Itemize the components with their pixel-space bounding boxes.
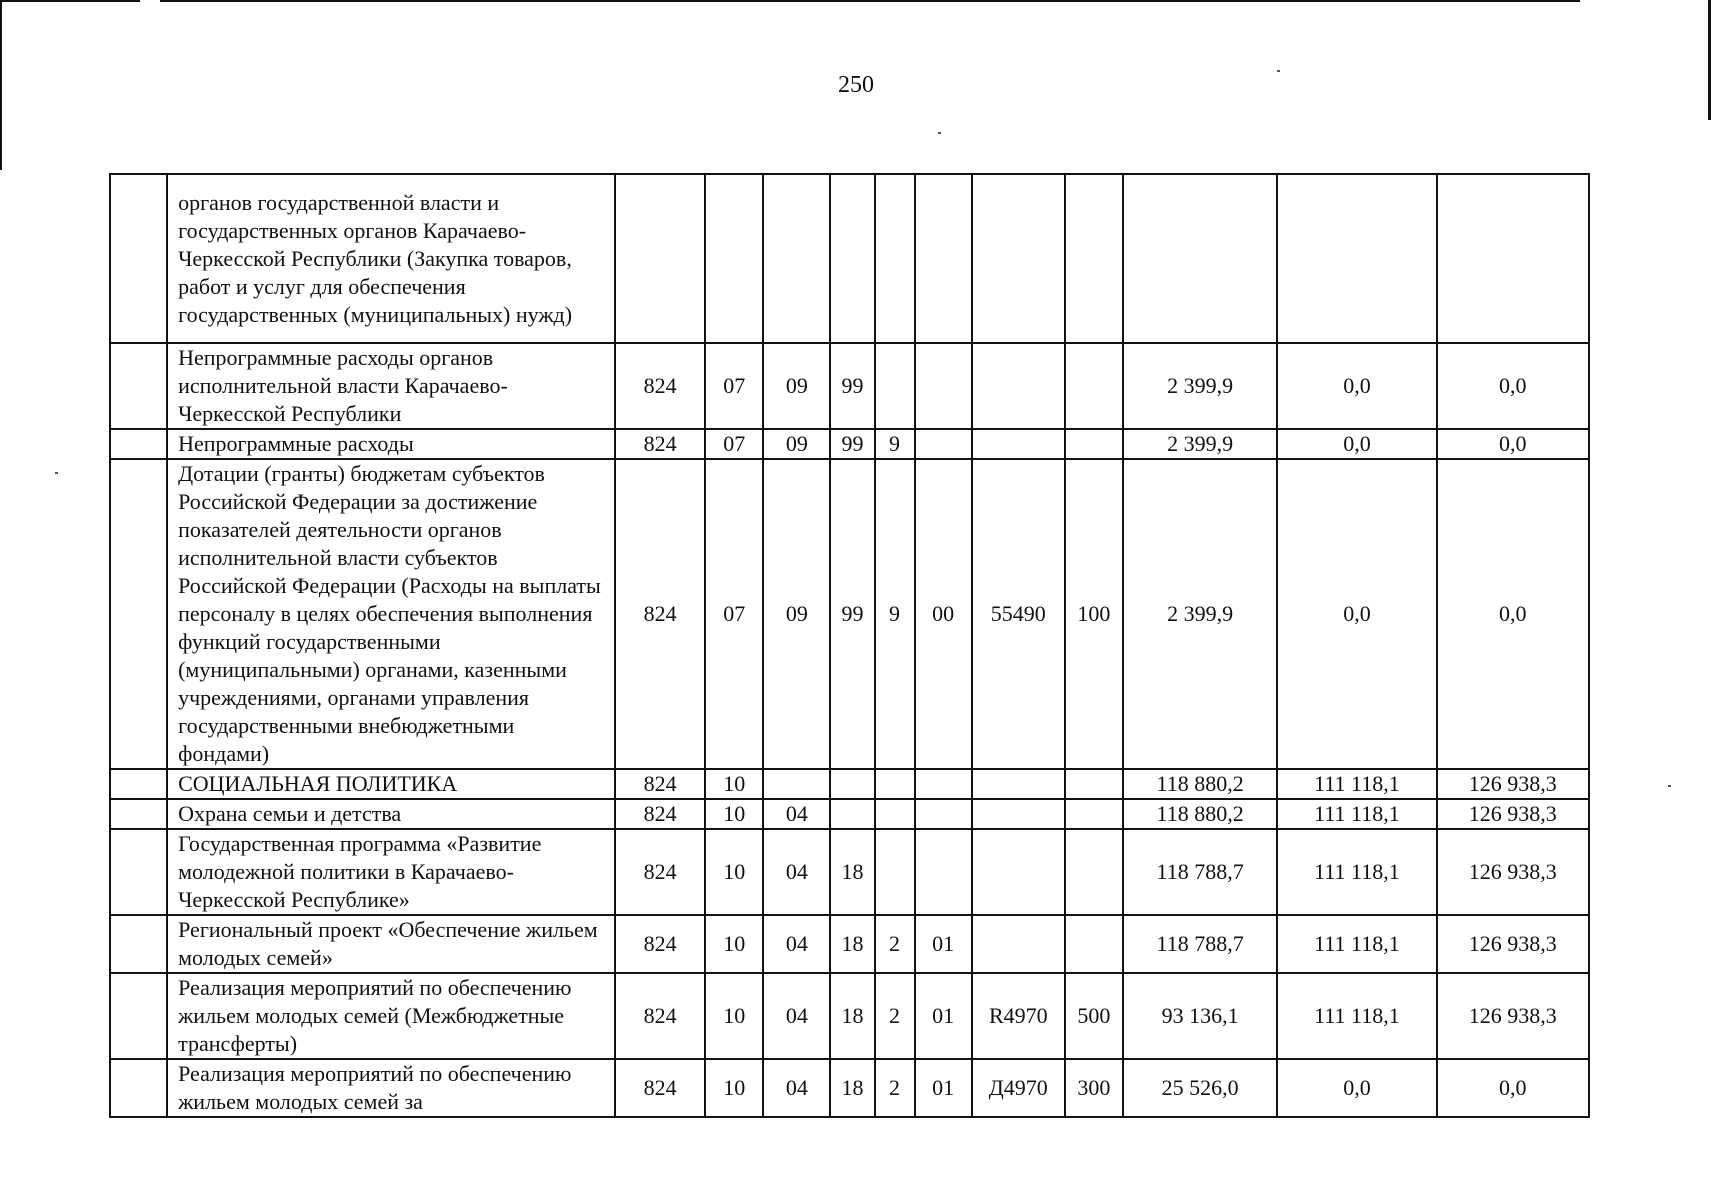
- row-index-cell: [110, 459, 167, 769]
- row-index-cell: [110, 343, 167, 429]
- subprogram-code: [875, 829, 915, 915]
- subsection-code: 04: [763, 1059, 830, 1117]
- subsection-code: 09: [763, 429, 830, 459]
- row-index-cell: [110, 829, 167, 915]
- direction-code: Д4970: [972, 1059, 1065, 1117]
- amount-year-1: 25 526,0: [1123, 1059, 1277, 1117]
- ministry-code: 824: [615, 769, 705, 799]
- table-row: [110, 769, 1589, 799]
- event-code: [915, 769, 972, 799]
- section-code: 10: [705, 973, 763, 1059]
- program-code: [830, 174, 874, 343]
- ministry-code: 824: [615, 915, 705, 973]
- expense-name: Непрограммные расходы: [167, 429, 615, 459]
- amount-year-2: 111 118,1: [1277, 799, 1436, 829]
- subprogram-code: 2: [875, 973, 915, 1059]
- amount-year-2: 0,0: [1277, 429, 1436, 459]
- row-index-cell: [110, 174, 167, 343]
- ministry-code: 824: [615, 1059, 705, 1117]
- section-code: 07: [705, 343, 763, 429]
- expense-name: Дотации (гранты) бюджетам субъектов Российской Федерации за достижение показателей деятельности органов исполнительной власти субъектов Российской Федерации (Расходы на выплаты персоналу в целях обеспечения выполнения функций государственными (муниципальными) органами, казенными учреждениями, органами управления государственными внебюджетными фондами): [167, 459, 615, 769]
- event-code: [915, 799, 972, 829]
- subsection-code: 09: [763, 343, 830, 429]
- program-code: 18: [830, 973, 874, 1059]
- row-index-cell: [110, 429, 167, 459]
- expense-name: Реализация мероприятий по обеспечению жильем молодых семей за: [167, 1059, 615, 1117]
- ministry-code: 824: [615, 429, 705, 459]
- section-code: 10: [705, 1059, 763, 1117]
- amount-year-2: [1277, 174, 1436, 343]
- direction-code: R4970: [972, 973, 1065, 1059]
- ministry-code: 824: [615, 799, 705, 829]
- amount-year-3: [1437, 174, 1589, 343]
- event-code: [915, 343, 972, 429]
- table-row: [110, 174, 1589, 343]
- amount-year-3: 126 938,3: [1437, 915, 1589, 973]
- event-code: 01: [915, 915, 972, 973]
- amount-year-2: 111 118,1: [1277, 829, 1436, 915]
- page-number: 250: [838, 72, 874, 98]
- direction-code: [972, 915, 1065, 973]
- subprogram-code: 9: [875, 459, 915, 769]
- amount-year-2: 0,0: [1277, 1059, 1436, 1117]
- direction-code: [972, 343, 1065, 429]
- amount-year-2: 111 118,1: [1277, 915, 1436, 973]
- program-code: 99: [830, 459, 874, 769]
- subsection-code: 04: [763, 829, 830, 915]
- ministry-code: 824: [615, 829, 705, 915]
- expense-name: Региональный проект «Обеспечение жильем молодых семей»: [167, 915, 615, 973]
- amount-year-2: 0,0: [1277, 343, 1436, 429]
- direction-code: [972, 769, 1065, 799]
- subsection-code: [763, 769, 830, 799]
- section-code: 07: [705, 429, 763, 459]
- table-row: [110, 915, 1589, 973]
- amount-year-1: 2 399,9: [1123, 459, 1277, 769]
- expense-type-code: 300: [1065, 1059, 1123, 1117]
- row-index-cell: [110, 973, 167, 1059]
- amount-year-3: 0,0: [1437, 343, 1589, 429]
- expense-name: Охрана семьи и детства: [167, 799, 615, 829]
- subprogram-code: [875, 174, 915, 343]
- section-code: 07: [705, 459, 763, 769]
- expense-type-code: [1065, 343, 1123, 429]
- amount-year-3: 126 938,3: [1437, 973, 1589, 1059]
- ministry-code: 824: [615, 973, 705, 1059]
- row-index-cell: [110, 769, 167, 799]
- event-code: [915, 174, 972, 343]
- direction-code: [972, 799, 1065, 829]
- scan-speck: [55, 472, 58, 474]
- scan-top-edge-left: [0, 0, 140, 2]
- subprogram-code: 2: [875, 1059, 915, 1117]
- ministry-code: 824: [615, 459, 705, 769]
- subprogram-code: 2: [875, 915, 915, 973]
- direction-code: [972, 174, 1065, 343]
- event-code: 00: [915, 459, 972, 769]
- amount-year-2: 0,0: [1277, 459, 1436, 769]
- row-index-cell: [110, 799, 167, 829]
- expense-type-code: [1065, 769, 1123, 799]
- ministry-code: [615, 174, 705, 343]
- amount-year-1: [1123, 174, 1277, 343]
- expense-type-code: [1065, 915, 1123, 973]
- direction-code: [972, 829, 1065, 915]
- expense-name: органов государственной власти и государственных органов Карачаево-Черкесской Республики (Закупка товаров, работ и услуг для обеспечения государственных (муниципальных) нужд): [167, 174, 615, 343]
- ministry-code: 824: [615, 343, 705, 429]
- table-row: [110, 343, 1589, 429]
- amount-year-1: 2 399,9: [1123, 343, 1277, 429]
- direction-code: 55490: [972, 459, 1065, 769]
- amount-year-1: 118 880,2: [1123, 769, 1277, 799]
- subsection-code: 04: [763, 915, 830, 973]
- scan-right-edge: [1708, 0, 1711, 120]
- event-code: [915, 829, 972, 915]
- amount-year-1: 118 788,7: [1123, 915, 1277, 973]
- row-index-cell: [110, 1059, 167, 1117]
- event-code: [915, 429, 972, 459]
- program-code: 18: [830, 829, 874, 915]
- subprogram-code: [875, 799, 915, 829]
- amount-year-2: 111 118,1: [1277, 973, 1436, 1059]
- row-index-cell: [110, 915, 167, 973]
- amount-year-3: 0,0: [1437, 429, 1589, 459]
- expense-name: СОЦИАЛЬНАЯ ПОЛИТИКА: [167, 769, 615, 799]
- program-code: 18: [830, 915, 874, 973]
- program-code: 99: [830, 429, 874, 459]
- subsection-code: 04: [763, 799, 830, 829]
- section-code: [705, 174, 763, 343]
- amount-year-3: 0,0: [1437, 459, 1589, 769]
- expense-type-code: [1065, 429, 1123, 459]
- table-row: [110, 459, 1589, 769]
- subprogram-code: [875, 769, 915, 799]
- expense-type-code: 500: [1065, 973, 1123, 1059]
- direction-code: [972, 429, 1065, 459]
- table-row: [110, 973, 1589, 1059]
- amount-year-1: 118 788,7: [1123, 829, 1277, 915]
- amount-year-3: 126 938,3: [1437, 769, 1589, 799]
- section-code: 10: [705, 769, 763, 799]
- scan-speck: [1668, 785, 1671, 787]
- table-row: [110, 829, 1589, 915]
- subsection-code: 09: [763, 459, 830, 769]
- event-code: 01: [915, 1059, 972, 1117]
- expense-name: Реализация мероприятий по обеспечению жильем молодых семей (Межбюджетные трансферты): [167, 973, 615, 1059]
- amount-year-1: 2 399,9: [1123, 429, 1277, 459]
- budget-table: [109, 173, 1590, 1118]
- program-code: [830, 769, 874, 799]
- section-code: 10: [705, 915, 763, 973]
- expense-type-code: [1065, 829, 1123, 915]
- expense-type-code: [1065, 799, 1123, 829]
- table-row: [110, 1059, 1589, 1117]
- amount-year-3: 126 938,3: [1437, 829, 1589, 915]
- amount-year-1: 93 136,1: [1123, 973, 1277, 1059]
- amount-year-3: 0,0: [1437, 1059, 1589, 1117]
- table-row: [110, 799, 1589, 829]
- section-code: 10: [705, 799, 763, 829]
- amount-year-1: 118 880,2: [1123, 799, 1277, 829]
- amount-year-2: 111 118,1: [1277, 769, 1436, 799]
- subprogram-code: 9: [875, 429, 915, 459]
- amount-year-3: 126 938,3: [1437, 799, 1589, 829]
- subsection-code: 04: [763, 973, 830, 1059]
- subsection-code: [763, 174, 830, 343]
- expense-type-code: [1065, 174, 1123, 343]
- expense-name: Государственная программа «Развитие молодежной политики в Карачаево-Черкесской Республике»: [167, 829, 615, 915]
- program-code: [830, 799, 874, 829]
- table-row: [110, 429, 1589, 459]
- section-code: 10: [705, 829, 763, 915]
- program-code: 99: [830, 343, 874, 429]
- subprogram-code: [875, 343, 915, 429]
- event-code: 01: [915, 973, 972, 1059]
- program-code: 18: [830, 1059, 874, 1117]
- expense-name: Непрограммные расходы органов исполнительной власти Карачаево-Черкесской Республики: [167, 343, 615, 429]
- expense-type-code: 100: [1065, 459, 1123, 769]
- scan-speck: [938, 132, 941, 134]
- scan-top-edge-mid: [160, 0, 1580, 2]
